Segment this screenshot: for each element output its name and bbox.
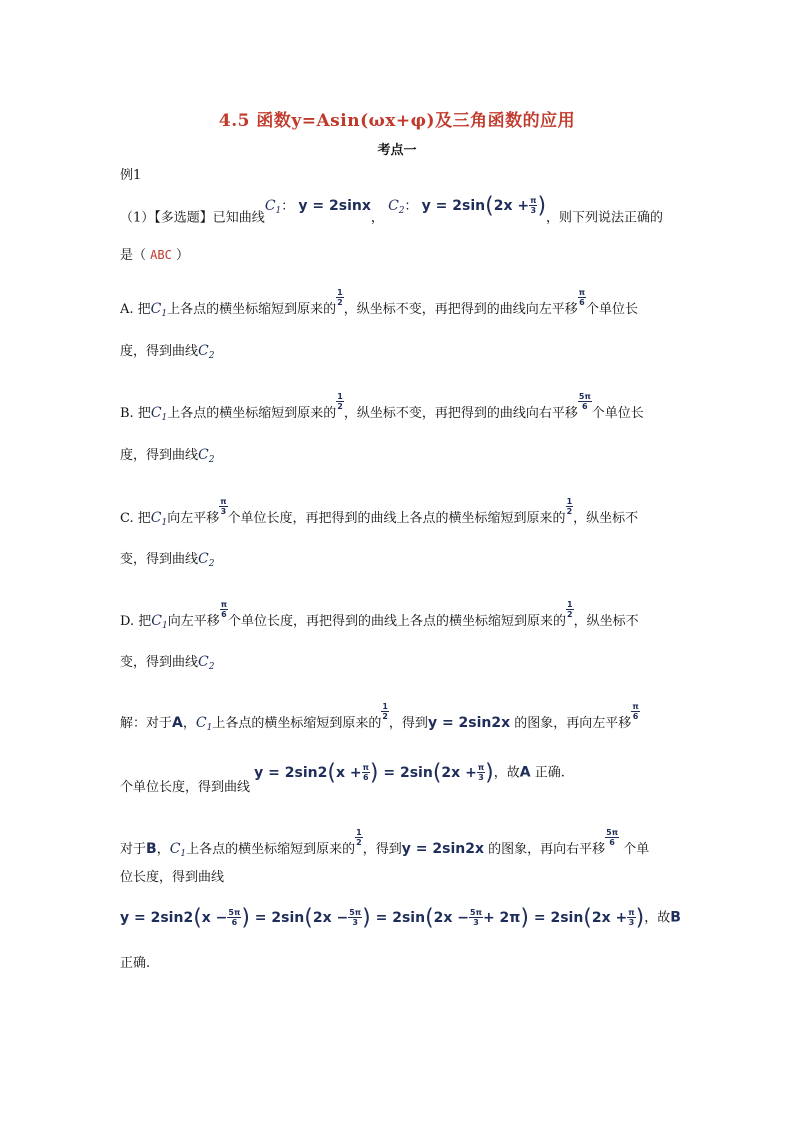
option-a-text-1: 上各点的横坐标缩短到原来的: [167, 302, 337, 317]
fraction-5pi-3: [469, 908, 483, 927]
fraction-pi-6: [362, 763, 370, 782]
c2-ref: [198, 654, 214, 670]
question-prefix: 是（: [120, 248, 147, 263]
fraction-1-2: [381, 702, 389, 721]
option-b-text-1: 上各点的横坐标缩短到原来的: [167, 406, 337, 421]
solution-text-12: ，故: [644, 910, 671, 926]
eq-part: 2x −: [312, 909, 349, 926]
c1-ref: [151, 405, 167, 421]
c-letter: C: [198, 654, 209, 670]
fraction-pi-3: [477, 763, 485, 782]
option-c-line-2: [120, 548, 214, 569]
eq-part: = 2sin: [383, 764, 433, 781]
option-c-line-1: [120, 497, 639, 528]
section-heading: 考点一: [377, 143, 417, 158]
numerator: 5π: [470, 908, 482, 917]
c-letter: C: [150, 405, 162, 421]
option-d-text-1: 向左平移: [167, 614, 220, 629]
solution-prefix: 解：对于: [120, 716, 173, 731]
numerator: π: [628, 908, 635, 917]
question-number: （1）: [120, 210, 155, 226]
c-letter: C: [151, 613, 162, 629]
option-c-prefix: C. 把: [120, 511, 151, 526]
option-c-text-4: 变，得到曲线: [120, 552, 199, 567]
option-d-line-1: [120, 600, 639, 631]
denominator: 2: [356, 838, 362, 847]
denominator: 6: [362, 773, 369, 782]
option-d-text-3: ，纵坐标不: [573, 614, 639, 629]
question-text-after: ，则下列说法正确的: [546, 210, 664, 226]
c-sub: 1: [161, 413, 168, 423]
denominator: 2: [567, 610, 573, 619]
numerator: π: [578, 288, 586, 297]
option-b-text-3: 个单位长: [591, 406, 644, 421]
eq-part: + 2π: [482, 909, 521, 926]
answer-text: ABC: [150, 248, 172, 262]
fraction-pi-6: [578, 288, 586, 307]
c-sub: 1: [180, 849, 187, 859]
c2-subscript: 2: [398, 205, 405, 216]
c-sub: 2: [208, 455, 215, 465]
question-text: 已知曲线: [212, 210, 265, 226]
eq-part: x +: [335, 764, 362, 781]
numerator: 1: [356, 828, 362, 837]
option-c-text-2: 个单位长度，再把得到的曲线上各点的横坐标缩短到原来的: [227, 511, 566, 526]
option-a-prefix: A. 把: [120, 302, 151, 317]
c-sub: 1: [161, 518, 168, 528]
denominator: 6: [221, 610, 227, 619]
denominator: 3: [478, 773, 484, 782]
solution-text-8: 上各点的横坐标缩短到原来的: [186, 842, 356, 857]
solution-text-5: ，故: [493, 765, 520, 781]
denominator: 3: [352, 918, 358, 927]
comma: ，: [156, 842, 170, 857]
equation-c1: y = 2sinx: [298, 197, 371, 214]
fraction-pi-6: [631, 702, 639, 721]
c1-ref: [151, 613, 167, 629]
eq-part: 2x +: [591, 909, 628, 926]
c-sub: 2: [208, 662, 215, 672]
c1-letter: C: [264, 197, 276, 214]
fraction-1-2: [336, 392, 344, 411]
fraction-1-2: [566, 497, 574, 516]
c-sub: 2: [208, 351, 215, 361]
c-letter: C: [198, 343, 209, 359]
c2-ref: [198, 551, 214, 567]
option-a-text-2: ，纵坐标不变，再把得到的曲线向左平移: [343, 302, 578, 317]
solution-text-4: 个单位长度，得到曲线: [120, 779, 251, 795]
option-d-line-2: [120, 651, 214, 672]
question-line-2: [120, 244, 189, 263]
curve-c1: [265, 198, 281, 214]
denominator: 3: [220, 507, 227, 516]
colon: ：: [281, 198, 295, 214]
solution-line-2: [120, 760, 565, 795]
c-letter: C: [150, 510, 162, 526]
fraction-5pi-3: [348, 908, 362, 927]
equation-2sin2x: y = 2sin2x: [427, 715, 511, 731]
comma: ，: [370, 210, 384, 226]
fraction-5pi-6: [578, 392, 592, 411]
c2-ref: [198, 447, 214, 463]
fraction-5pi-6: [227, 908, 241, 927]
fraction-1-2: [566, 600, 574, 619]
solution-line-1: [120, 702, 640, 733]
option-ref-a: A: [172, 715, 183, 731]
fraction-pi-3: [627, 908, 635, 927]
solution-text-10: 的图象，再向右平移: [488, 842, 606, 857]
eq-part: = 2sin: [375, 909, 426, 926]
c-sub: 2: [208, 559, 215, 569]
option-c-text-3: ，纵坐标不: [573, 511, 639, 526]
option-a-text-3: 个单位长: [586, 302, 639, 317]
numerator: π: [530, 196, 537, 205]
fraction-1-2: [336, 288, 344, 307]
denominator: 6: [231, 918, 238, 927]
page-title: 4.5 函数y=Asin(ωx+φ)及三角函数的应用: [218, 111, 576, 131]
c1-ref: [196, 715, 212, 731]
eq-part: x −: [201, 909, 228, 926]
question-line-1: [120, 193, 664, 230]
denominator: 6: [579, 298, 585, 307]
option-c-text-1: 向左平移: [167, 511, 220, 526]
solution-text-2: ，得到: [388, 716, 428, 731]
equation-2sin2x: y = 2sin2x: [401, 841, 484, 857]
numerator: 1: [337, 392, 343, 401]
denominator: 3: [530, 206, 537, 215]
option-ref-b: B: [146, 841, 157, 857]
option-b-text-2: ，纵坐标不变，再把得到的曲线向右平移: [343, 406, 578, 421]
c1-ref: [151, 301, 167, 317]
question-tag: 【多选题】: [154, 210, 213, 226]
numerator: 5π: [606, 828, 619, 837]
denominator: 2: [566, 507, 573, 516]
example-label: 例1: [120, 168, 142, 183]
equation-b: y = 2sin2(x − $\frac{5\pi}{6}$ ) = 2sin(2x − $\frac{5\pi}{3}$ ) = 2sin(2x − $\frac{5\pi}{3}$ + 2π) = 2sin(2x + $\frac{\pi}{3}$ ): [120, 905, 645, 930]
c-letter: C: [195, 715, 207, 731]
eq-part: = 2sin: [254, 909, 305, 926]
eq2-inner: 2x +: [493, 197, 530, 214]
solution-line-4: 位长度，得到曲线: [120, 870, 225, 885]
fraction-pi-6: [220, 600, 228, 619]
numerator: 1: [382, 702, 388, 711]
denominator: 2: [337, 402, 343, 411]
eq-part: y = 2sin2: [254, 764, 328, 781]
option-a-line-1: [120, 288, 639, 319]
option-d-text-2: 个单位长度，再把得到的曲线上各点的横坐标缩短到原来的: [228, 614, 567, 629]
solution-text-3: 的图象，再向左平移: [514, 716, 632, 731]
c-letter: C: [169, 841, 181, 857]
denominator: 2: [382, 712, 388, 721]
question-suffix: ）: [175, 248, 189, 263]
option-d-prefix: D. 把: [120, 614, 152, 629]
eq2-left: y = 2sin: [421, 197, 486, 214]
numerator: π: [220, 497, 227, 506]
c2-ref: [198, 343, 214, 359]
denominator: 3: [628, 918, 635, 927]
equation-a: y = 2sin2(x + $\frac{\pi}{6}$ ) = 2sin(2x + $\frac{\pi}{3}$ ): [254, 760, 494, 785]
c-sub: 1: [161, 309, 168, 319]
numerator: 1: [337, 288, 343, 297]
option-ref-b: B: [670, 909, 681, 926]
numerator: 5π: [349, 908, 362, 917]
solution-line-5: [120, 905, 681, 930]
option-d-text-4: 变，得到曲线: [120, 655, 199, 670]
option-a-line-2: [120, 340, 214, 361]
numerator: π: [632, 702, 639, 711]
solution-text-1: 上各点的横坐标缩短到原来的: [212, 716, 382, 731]
denominator: 3: [473, 918, 479, 927]
curve-c2: [388, 198, 404, 214]
eq-part: 2x +: [441, 764, 477, 781]
eq-part: y = 2sin2: [120, 909, 194, 926]
eq-part: 2x −: [433, 909, 470, 926]
denominator: 2: [337, 298, 343, 307]
c-letter: C: [198, 551, 209, 567]
c-sub: 1: [206, 723, 213, 733]
numerator: 1: [566, 497, 573, 506]
solution-line-6: 正确.: [120, 956, 151, 971]
option-b-line-2: [120, 444, 214, 465]
solution-text-6: 正确.: [534, 765, 565, 781]
c1-subscript: 1: [275, 205, 282, 216]
fraction-5pi-6: [605, 828, 619, 847]
numerator: 5π: [578, 392, 591, 401]
c1-ref: [170, 841, 186, 857]
numerator: 1: [567, 600, 573, 609]
equation-c2: y = 2sin(2x + $\frac{\pi}{3}$ ): [421, 193, 547, 218]
c1-ref: [151, 510, 167, 526]
option-b-prefix: B. 把: [120, 406, 151, 421]
solution-text-11: 个单: [623, 842, 650, 857]
fraction-1-2: [355, 828, 363, 847]
c2-letter: C: [388, 197, 399, 214]
colon-2: ：: [404, 198, 418, 214]
denominator: 6: [582, 402, 588, 411]
numerator: π: [477, 763, 485, 772]
eq-part: = 2sin: [533, 909, 584, 926]
numerator: π: [220, 600, 228, 609]
solution-text-7: 对于: [120, 842, 147, 857]
option-b-text-4: 度，得到曲线: [120, 448, 199, 463]
numerator: π: [362, 763, 369, 772]
c-letter: C: [150, 301, 162, 317]
fraction-pi-3: [219, 497, 227, 516]
option-a-text-4: 度，得到曲线: [120, 344, 199, 359]
comma: ，: [182, 716, 196, 731]
denominator: 6: [632, 712, 639, 721]
option-ref-a: A: [519, 764, 531, 781]
solution-text-9: ，得到: [362, 842, 402, 857]
numerator: 5π: [228, 908, 241, 917]
c-sub: 1: [161, 621, 168, 631]
c-letter: C: [198, 447, 209, 463]
denominator: 6: [609, 838, 615, 847]
